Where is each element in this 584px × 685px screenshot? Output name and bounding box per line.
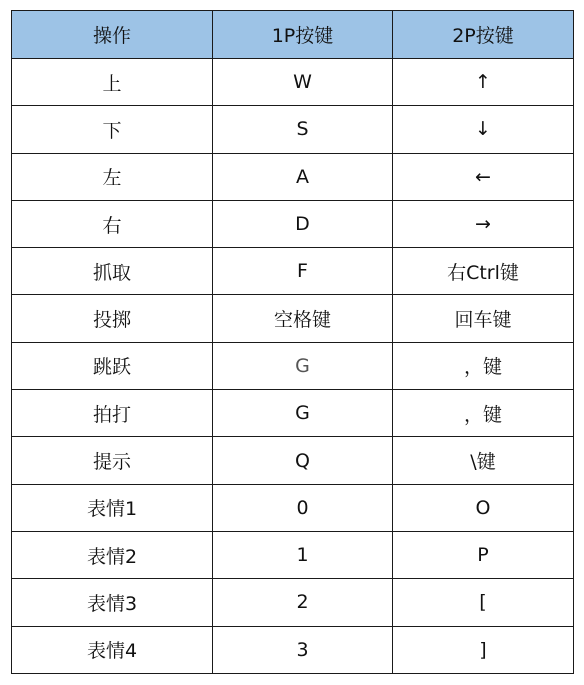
table-row [12, 390, 574, 437]
p1-key-cell: 空格键 [213, 295, 393, 342]
key-mapping-table [11, 10, 574, 674]
header-row [12, 11, 574, 59]
p2-key-cell: 右Ctrl键 [393, 248, 574, 295]
p2-key-cell: [ [393, 579, 574, 626]
p1-key-cell: G [213, 342, 393, 389]
action-cell: 左 [12, 153, 213, 200]
p1-key-cell: 0 [213, 484, 393, 531]
action-cell: 右 [12, 200, 213, 247]
table-row [12, 248, 574, 295]
p2-key-cell: ← [393, 153, 574, 200]
p1-key-cell: G [213, 390, 393, 437]
table-row [12, 484, 574, 531]
action-cell: 拍打 [12, 390, 213, 437]
table-row [12, 200, 574, 247]
p2-key-cell: ，键 [393, 342, 574, 389]
action-cell: 表情1 [12, 484, 213, 531]
table-row [12, 342, 574, 389]
p2-key-cell: ，键 [393, 390, 574, 437]
action-cell: 抓取 [12, 248, 213, 295]
p1-key-cell: 3 [213, 626, 393, 673]
table-row [12, 59, 574, 106]
header-2p-key: 2P按键 [393, 11, 574, 59]
table-row [12, 437, 574, 484]
header-action: 操作 [12, 11, 213, 59]
p2-key-cell: ↑ [393, 59, 574, 106]
action-cell: 表情4 [12, 626, 213, 673]
table-row [12, 153, 574, 200]
p2-key-cell: 回车键 [393, 295, 574, 342]
table-header [12, 11, 574, 59]
p1-key-cell: Q [213, 437, 393, 484]
p1-key-cell: A [213, 153, 393, 200]
action-cell: 投掷 [12, 295, 213, 342]
p2-key-cell: ] [393, 626, 574, 673]
action-cell: 跳跃 [12, 342, 213, 389]
p2-key-cell: \键 [393, 437, 574, 484]
p2-key-cell: ↓ [393, 106, 574, 153]
p1-key-cell: D [213, 200, 393, 247]
p2-key-cell: O [393, 484, 574, 531]
table-row [12, 531, 574, 578]
action-cell: 下 [12, 106, 213, 153]
p1-key-cell: F [213, 248, 393, 295]
action-cell: 表情3 [12, 579, 213, 626]
header-1p-key: 1P按键 [213, 11, 393, 59]
p2-key-cell: → [393, 200, 574, 247]
p1-key-cell: 2 [213, 579, 393, 626]
table-row [12, 295, 574, 342]
action-cell: 提示 [12, 437, 213, 484]
table-body [12, 59, 574, 674]
table-row [12, 579, 574, 626]
action-cell: 上 [12, 59, 213, 106]
table-row [12, 106, 574, 153]
controls-table-container [11, 10, 573, 674]
p1-key-cell: 1 [213, 531, 393, 578]
p1-key-cell: S [213, 106, 393, 153]
p1-key-cell: W [213, 59, 393, 106]
action-cell: 表情2 [12, 531, 213, 578]
table-row [12, 626, 574, 673]
p2-key-cell: P [393, 531, 574, 578]
